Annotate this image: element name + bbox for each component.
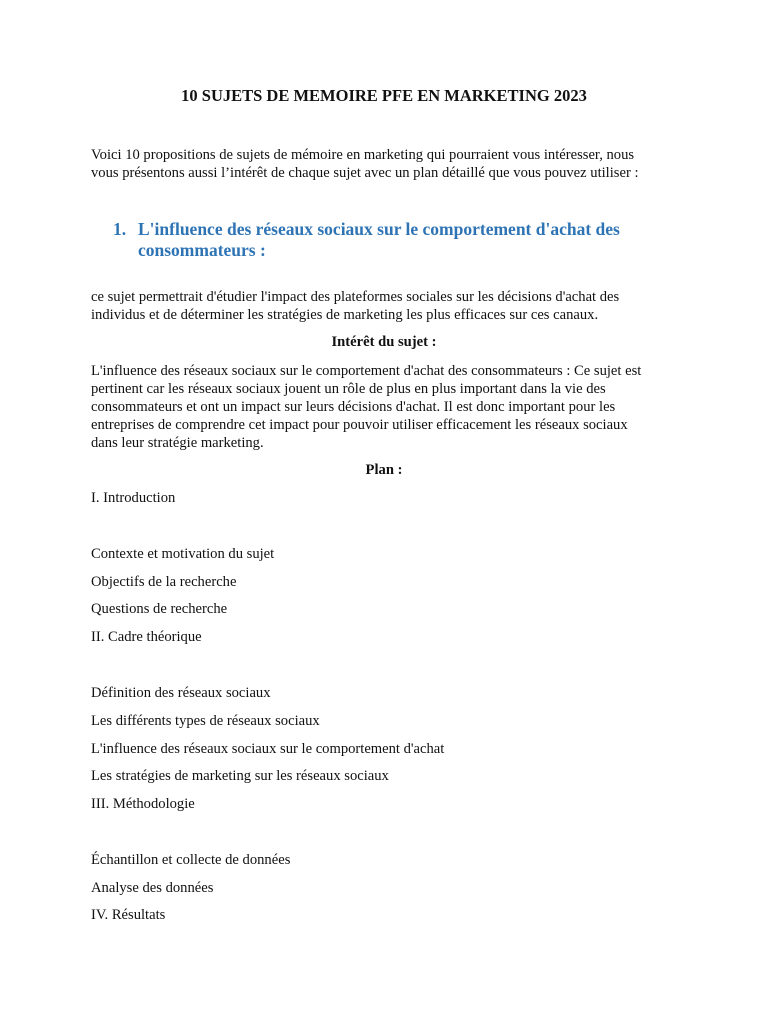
plan-item: L'influence des réseaux sociaux sur le comportement d'achat [91, 741, 445, 757]
interest-line-2: pertinent car les réseaux sociaux jouent un rôle de plus en plus important dans la vie des [91, 381, 606, 397]
plan-item: Analyse des données [91, 880, 214, 896]
intro-line-1: Voici 10 propositions de sujets de mémoire en marketing qui pourraient vous intéresser, nous [91, 147, 635, 163]
plan-item: Contexte et motivation du sujet [91, 546, 275, 562]
interest-line-5: dans leur stratégie marketing. [91, 435, 264, 451]
plan-item: Définition des réseaux sociaux [91, 685, 271, 701]
section-1-description-line-2: individus et de déterminer les stratégies de marketing les plus efficaces sur ces canaux. [91, 307, 599, 323]
plan-item: Les différents types de réseaux sociaux [91, 713, 320, 729]
plan-item: I. Introduction [91, 490, 176, 506]
section-1-heading-line-1: L'influence des réseaux sociaux sur le comportement d'achat des [138, 219, 620, 239]
plan-item: IV. Résultats [91, 907, 166, 923]
plan-heading: Plan : [365, 462, 403, 478]
section-1-heading-line-2: consommateurs : [138, 240, 266, 260]
section-1-number: 1. [113, 219, 127, 239]
interest-line-1: L'influence des réseaux sociaux sur le comportement d'achat des consommateurs : Ce sujet est [91, 363, 642, 379]
plan-item: Échantillon et collecte de données [91, 852, 291, 868]
document-title: 10 SUJETS DE MEMOIRE PFE EN MARKETING 2023 [181, 86, 587, 105]
plan-item: Les stratégies de marketing sur les réseaux sociaux [91, 768, 389, 784]
intro-line-2: vous présentons aussi l’intérêt de chaque sujet avec un plan détaillé que vous pouvez utiliser : [91, 165, 639, 181]
plan-item: III. Méthodologie [91, 796, 195, 812]
interest-line-4: entreprises de comprendre cet impact pour pouvoir utiliser efficacement les réseaux sociaux [91, 417, 628, 433]
interest-line-3: consommateurs et ont un impact sur leurs décisions d'achat. Il est donc important pour les [91, 399, 616, 415]
section-1-heading [113, 219, 673, 263]
plan-item: Objectifs de la recherche [91, 574, 237, 590]
plan-item: Questions de recherche [91, 601, 228, 617]
section-1-description-line-1: ce sujet permettrait d'étudier l'impact des plateformes sociales sur les décisions d'achat des [91, 289, 620, 305]
plan-item: II. Cadre théorique [91, 629, 202, 645]
interest-heading: Intérêt du sujet : [331, 334, 437, 350]
